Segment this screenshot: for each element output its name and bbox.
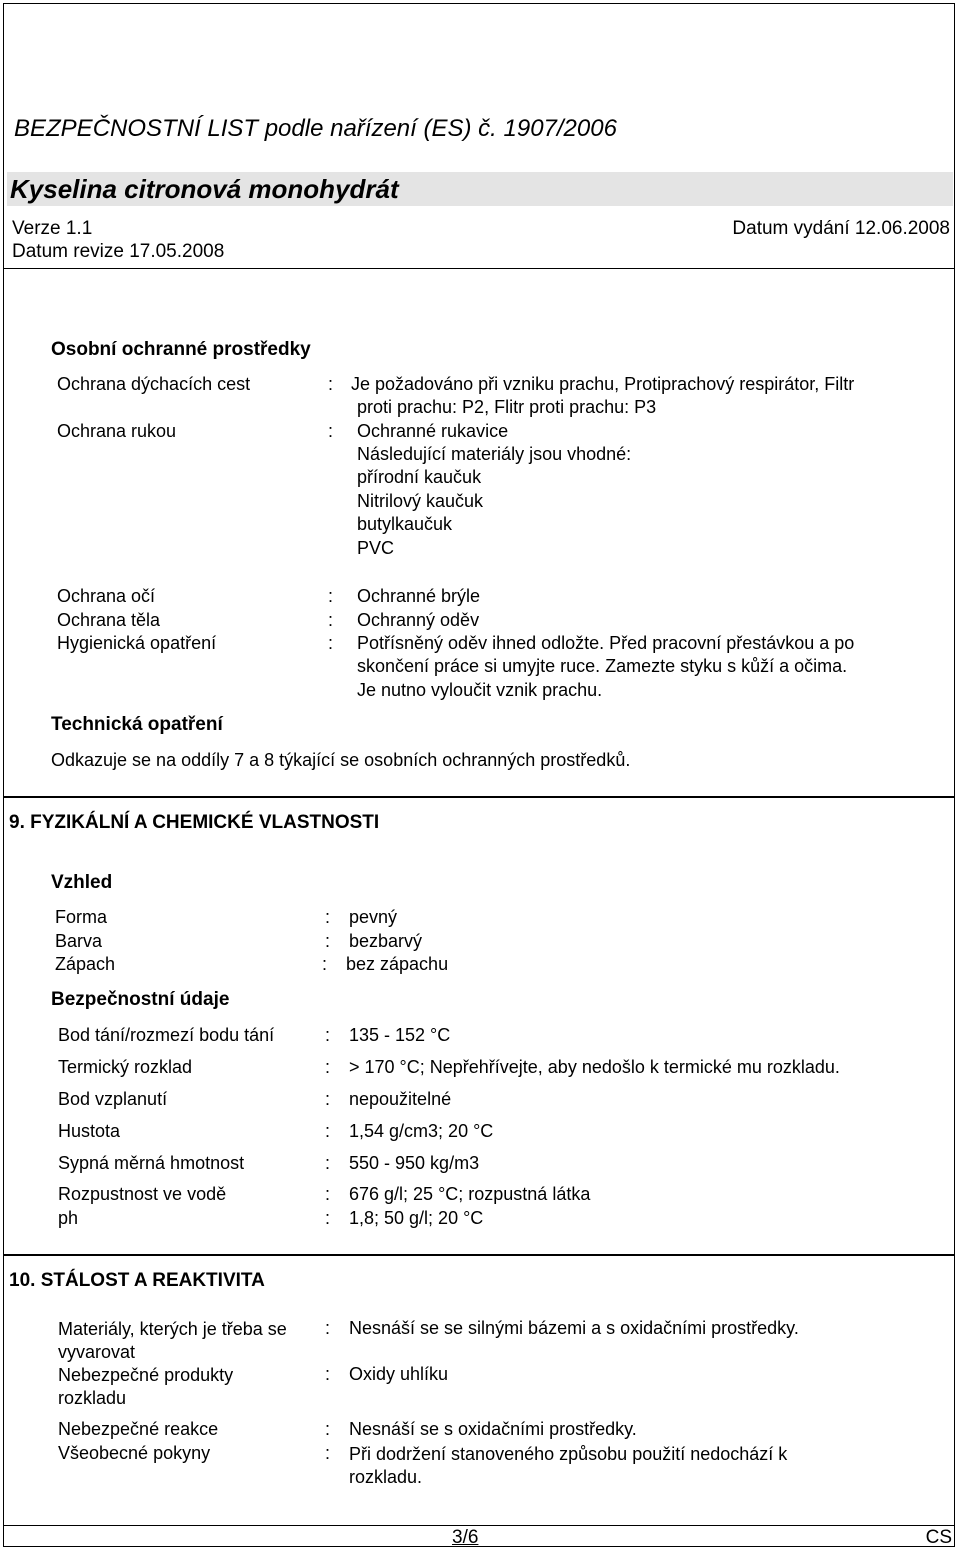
safety-value: 1,8; 50 g/l; 20 °C	[349, 1208, 484, 1228]
ppe-colon: :	[328, 610, 334, 630]
appearance-value: bezbarvý	[349, 931, 423, 951]
safety-colon: :	[325, 1025, 331, 1045]
safety-label: Bod tání/rozmezí bodu tání	[58, 1025, 275, 1045]
footer-divider	[4, 1525, 954, 1526]
reactivity-value: Oxidy uhlíku	[349, 1364, 449, 1384]
safety-label: ph	[58, 1208, 79, 1228]
section9-title: 9. FYZIKÁLNÍ A CHEMICKÉ VLASTNOSTI	[9, 812, 380, 833]
appearance-heading: Vzhled	[51, 872, 113, 893]
safety-colon: :	[325, 1184, 331, 1204]
reactivity-value: Při dodržení stanoveného způsobu použití nedochází k rozkladu.	[349, 1444, 788, 1487]
reactivity-label: Nebezpečné produkty rozkladu	[58, 1365, 234, 1408]
ppe-value-line: Ochranné rukavice	[357, 421, 509, 441]
section-divider	[4, 1254, 954, 1256]
reactivity-colon: :	[325, 1419, 331, 1439]
ppe-value-line: Ochranný oděv	[357, 610, 480, 630]
ppe-value-line: butylkaučuk	[357, 514, 453, 534]
appearance-value: bez zápachu	[346, 954, 449, 974]
reactivity-value: Nesnáší se se silnými bázemi a s oxidačními prostředky.	[349, 1318, 799, 1338]
reactivity-colon: :	[325, 1318, 331, 1338]
product-name: Kyselina citronová monohydrát	[10, 174, 399, 204]
reactivity-label: Nebezpečné reakce	[58, 1419, 219, 1439]
reactivity-colon: :	[325, 1364, 331, 1384]
ppe-label-body: Ochrana těla	[57, 610, 161, 630]
appearance-label: Forma	[55, 907, 108, 927]
appearance-label: Barva	[55, 931, 103, 951]
appearance-colon: :	[325, 931, 331, 951]
section-divider	[4, 796, 954, 798]
issue-date: Datum vydání 12.06.2008	[732, 218, 950, 239]
safety-label: Termický rozklad	[58, 1057, 193, 1077]
ppe-label-hygiene: Hygienická opatření	[57, 633, 217, 653]
ppe-value-line: Potřísněný oděv ihned odložte. Před pracovní přestávkou a po	[357, 633, 855, 653]
version: Verze 1.1	[12, 218, 93, 239]
ppe-colon: :	[328, 374, 334, 394]
safety-value: nepoužitelné	[349, 1089, 452, 1109]
safety-colon: :	[325, 1121, 331, 1141]
reactivity-label: Všeobecné pokyny	[58, 1443, 211, 1463]
ppe-value-line: Je nutno vyloučit vznik prachu.	[357, 680, 603, 700]
ppe-value-line: proti prachu: P2, Flitr proti prachu: P3	[357, 397, 657, 417]
header-divider	[4, 268, 954, 269]
ppe-value-line: Ochranné brýle	[357, 586, 481, 606]
safety-value: 135 - 152 °C	[349, 1025, 451, 1045]
safety-value: 676 g/l; 25 °C; rozpustná látka	[349, 1184, 591, 1204]
ppe-value-line: PVC	[357, 538, 395, 558]
section10-title: 10. STÁLOST A REAKTIVITA	[9, 1270, 265, 1291]
appearance-colon: :	[325, 907, 331, 927]
ppe-heading: Osobní ochranné prostředky	[51, 339, 311, 360]
safety-label: Hustota	[58, 1121, 121, 1141]
ppe-value-line: přírodní kaučuk	[357, 467, 482, 487]
safety-label: Rozpustnost ve vodě	[58, 1184, 227, 1204]
ppe-value-line: Je požadováno při vzniku prachu, Protiprachový respirátor, Filtr	[351, 374, 855, 394]
page-number: 3/6	[452, 1527, 479, 1548]
appearance-colon: :	[322, 954, 328, 974]
safety-colon: :	[325, 1208, 331, 1228]
reactivity-value: Nesnáší se s oxidačními prostředky.	[349, 1419, 637, 1439]
ppe-label-respiratory: Ochrana dýchacích cest	[57, 374, 251, 394]
ppe-colon: :	[328, 421, 334, 441]
safety-colon: :	[325, 1089, 331, 1109]
ppe-colon: :	[328, 633, 334, 653]
revision-date: Datum revize 17.05.2008	[12, 241, 225, 262]
safety-colon: :	[325, 1057, 331, 1077]
ppe-value-line: skončení práce si umyjte ruce. Zamezte styku s kůží a očima.	[357, 656, 848, 676]
safety-colon: :	[325, 1153, 331, 1173]
safety-heading: Bezpečnostní údaje	[51, 989, 230, 1010]
document-title: BEZPEČNOSTNÍ LIST podle nařízení (ES) č. 1907/2006	[14, 115, 617, 142]
technical-text: Odkazuje se na oddíly 7 a 8 týkající se osobních ochranných prostředků.	[51, 750, 631, 770]
ppe-value-line: Následující materiály jsou vhodné:	[357, 444, 632, 464]
ppe-label-hands: Ochrana rukou	[57, 421, 177, 441]
safety-value: 550 - 950 kg/m3	[349, 1153, 480, 1173]
appearance-label: Zápach	[55, 954, 116, 974]
ppe-label-eyes: Ochrana očí	[57, 586, 156, 606]
ppe-value-line: Nitrilový kaučuk	[357, 491, 484, 511]
language-code: CS	[925, 1527, 952, 1548]
reactivity-colon: :	[325, 1443, 331, 1463]
technical-heading: Technická opatření	[51, 714, 223, 735]
safety-value: > 170 °C; Nepřehřívejte, aby nedošlo k termické mu rozkladu.	[349, 1057, 840, 1077]
reactivity-label: Materiály, kterých je třeba se vyvarovat	[58, 1319, 287, 1362]
appearance-value: pevný	[349, 907, 398, 927]
ppe-colon: :	[328, 586, 334, 606]
safety-label: Sypná měrná hmotnost	[58, 1153, 245, 1173]
safety-label: Bod vzplanutí	[58, 1089, 168, 1109]
safety-value: 1,54 g/cm3; 20 °C	[349, 1121, 494, 1141]
